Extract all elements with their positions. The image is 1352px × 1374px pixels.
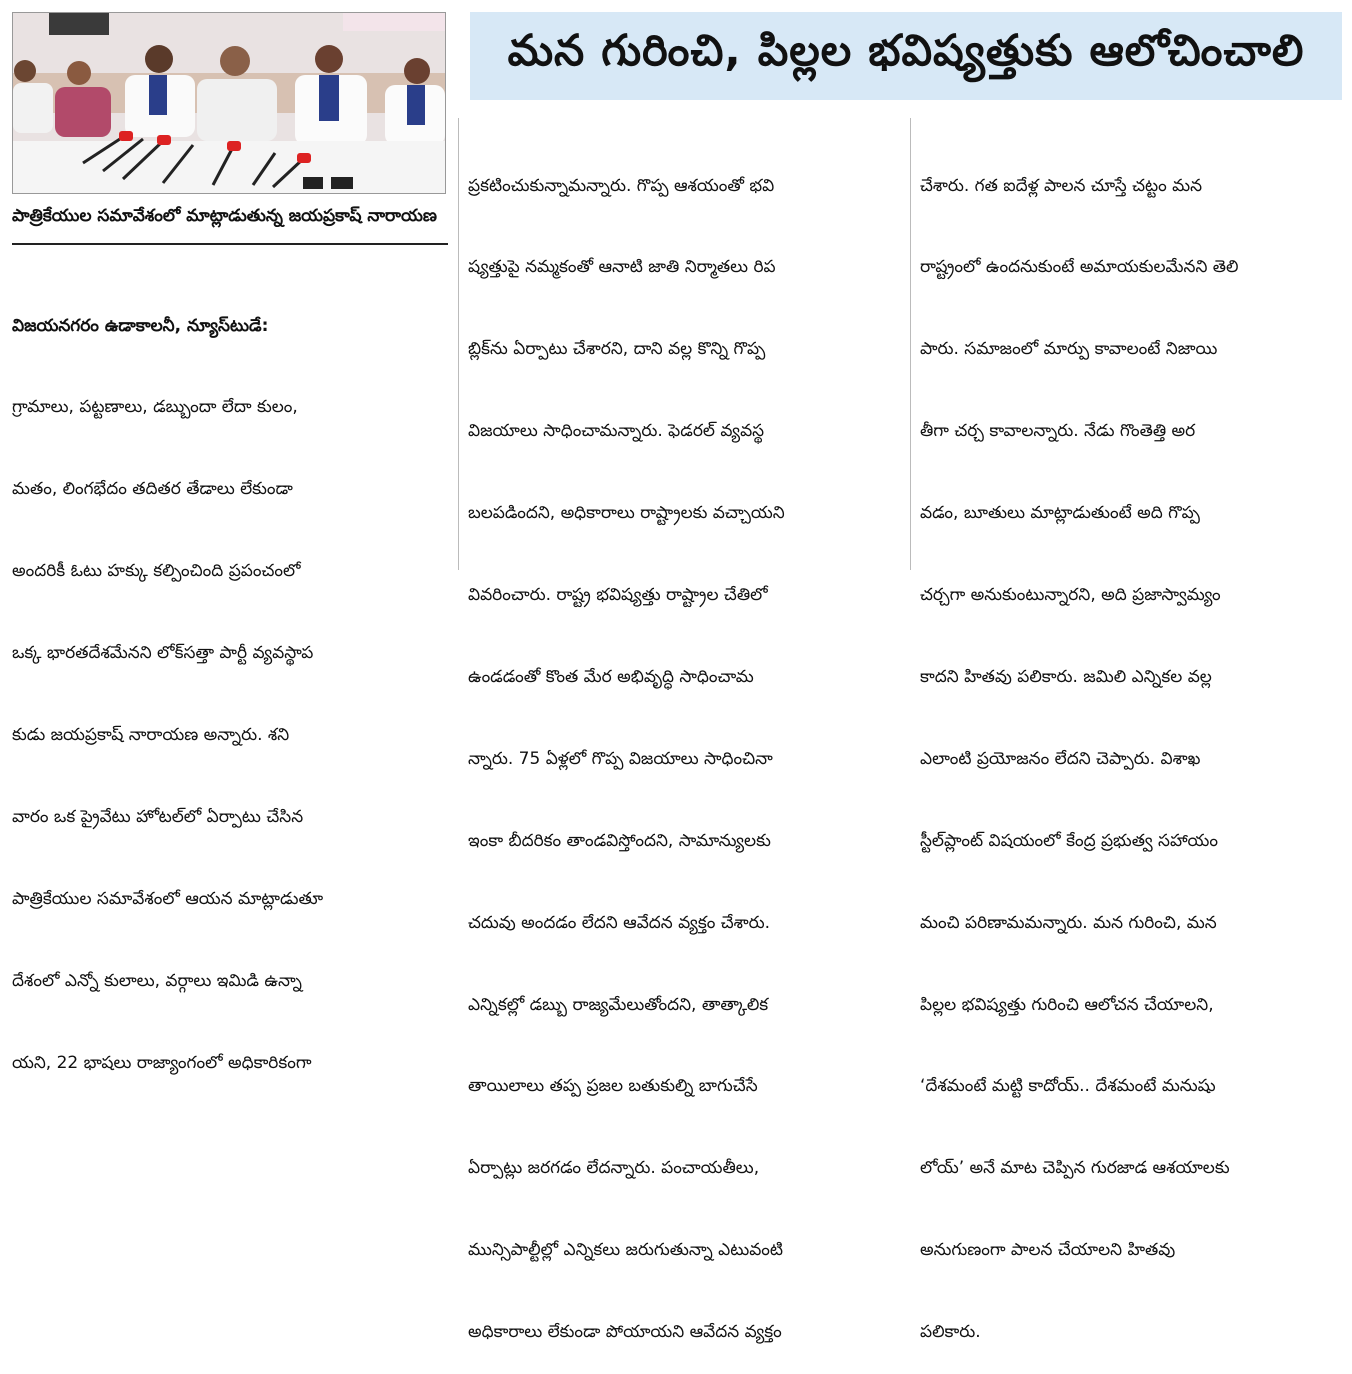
text-line: ఎన్నికల్లో డబ్బు రాజ్యమేలుతోందని, తాత్కాలిక <box>468 994 769 1015</box>
text-line: చేశారు. గత ఐదేళ్ల పాలన చూస్తే చట్టం మన <box>920 175 1203 196</box>
text-line: దేశంలో ఎన్నో కులాలు, వర్గాలు ఇమిడి ఉన్నా <box>12 970 302 991</box>
text-line: వారం ఒక ప్రైవేటు హోటల్‌లో ఏర్పాటు చేసిన <box>12 806 304 827</box>
text-line: గ్రామాలు, పట్టణాలు, డబ్బుందా లేదా కులం, <box>12 397 298 418</box>
text-line: న్నారు. 75 ఏళ్లలో గొప్ప విజయాలు సాధించినా <box>468 748 773 769</box>
text-line: పిల్లల భవిష్యత్తు గురించి ఆలోచన చేయాలని, <box>920 994 1214 1015</box>
text-line: ఒక్క భారతదేశమేనని లోక్‌సత్తా పార్టీ వ్యవస్థాప <box>12 643 314 664</box>
text-line: ‘దేశమంటే మట్టి కాదోయ్.. దేశమంటే మనుషు <box>920 1076 1216 1097</box>
text-line: యని, 22 భాషలు రాజ్యాంగంలో అధికారికంగా <box>12 1052 312 1073</box>
text-line: మంచి పరిణామమన్నారు. మన గురించి, మన <box>920 912 1217 933</box>
text-line: కాదని హితవు పలికారు. జమిలి ఎన్నికల వల్ల <box>920 666 1212 687</box>
article-column-1 <box>12 258 448 1104</box>
text-line: స్టీల్‌ప్లాంట్ విషయంలో కేంద్ర ప్రభుత్వ సహాయం <box>920 830 1218 851</box>
text-line: ఇంకా బీదరికం తాండవిస్తోందని, సామాన్యులకు <box>468 830 771 851</box>
text-line: పారు. సమాజంలో మార్పు కావాలంటే నిజాయి <box>920 339 1218 360</box>
text-line: చదువు అందడం లేదని ఆవేదన వ్యక్తం చేశారు. <box>468 912 770 933</box>
headline-banner <box>470 12 1342 100</box>
text-line: పలికారు. <box>920 1322 981 1343</box>
text-line: బలపడిందని, అధికారాలు రాష్ట్రాలకు వచ్చాయని <box>468 503 785 524</box>
text-line: తీగా చర్చ కావాలన్నారు. నేడు గొంతెత్తి అర <box>920 421 1196 442</box>
article-column-3 <box>920 118 1342 1374</box>
text-line: ఉండడంతో కొంత మేర అభివృద్ధి సాధించామ <box>468 666 754 687</box>
headline: మన గురించి, పిల్లల భవిష్యత్తుకు ఆలోచించాలి <box>507 26 1305 76</box>
text-line: బ్లిక్‌ను ఏర్పాటు చేశారని, దాని వల్ల కొన్ని గొప్ప <box>468 339 766 360</box>
text-line: రాష్ట్రంలో ఉందనుకుంటే అమాయకులమేనని తెలి <box>920 257 1239 278</box>
article-column-2 <box>468 118 900 1374</box>
text-line: అధికారాలు లేకుండా పోయాయని ఆవేదన వ్యక్తం <box>468 1322 782 1343</box>
text-line: తాయిలాలు తప్ప ప్రజల బతుకుల్ని బాగుచేసే <box>468 1076 758 1097</box>
text-line: ఎలాంటి ప్రయోజనం లేదని చెప్పారు. విశాఖ <box>920 748 1201 769</box>
text-line: లోయ్’ అనే మాట చెప్పిన గురజాడ ఆశయాలకు <box>920 1158 1230 1179</box>
text-line: అందరికీ ఓటు హక్కు కల్పించింది ప్రపంచంలో <box>12 561 301 582</box>
text-line: కుడు జయప్రకాష్ నారాయణ అన్నారు. శని <box>12 725 290 746</box>
wall-frame <box>49 13 109 35</box>
column-separator <box>910 118 911 570</box>
text-line: అనుగుణంగా పాలన చేయాలని హితవు <box>920 1240 1176 1261</box>
text-line: విజయాలు సాధించామన్నారు. ఫెడరల్ వ్యవస్థ <box>468 421 765 442</box>
dateline: విజయనగరం ఉడాకాలనీ, న్యూస్‌టుడే: <box>12 315 269 336</box>
text-line: ప్రకటించుకున్నామన్నారు. గొప్ప ఆశయంతో భవి <box>468 175 775 196</box>
caption-divider <box>12 243 448 245</box>
text-line: ష్యత్తుపై నమ్మకంతో ఆనాటి జాతి నిర్మాతలు రిప <box>468 257 776 278</box>
text-line: మున్సిపాల్టీల్లో ఎన్నికలు జరుగుతున్నా ఎటువంటి <box>468 1240 784 1261</box>
text-line: వడం, బూతులు మాట్లాడుతుంటే అది గొప్ప <box>920 503 1200 524</box>
press-meet-photo <box>12 12 446 194</box>
text-line: చర్చగా అనుకుంటున్నారని, అది ప్రజాస్వామ్యం <box>920 585 1221 606</box>
text-line: వివరించారు. రాష్ట్ర భవిష్యత్తు రాష్ట్రాల చేతిలో <box>468 585 768 606</box>
text-line: మతం, లింగభేదం తదితర తేడాలు లేకుండా <box>12 479 293 500</box>
text-line: పాత్రికేయుల సమావేశంలో ఆయన మాట్లాడుతూ <box>12 888 324 909</box>
photo-caption: పాత్రికేయుల సమావేశంలో మాట్లాడుతున్న జయప్రకాష్ నారాయణ <box>12 206 437 226</box>
text-line: ఏర్పాట్లు జరగడం లేదన్నారు. పంచాయతీలు, <box>468 1158 760 1179</box>
column-separator <box>458 118 459 570</box>
press-meet-illustration <box>13 13 445 193</box>
